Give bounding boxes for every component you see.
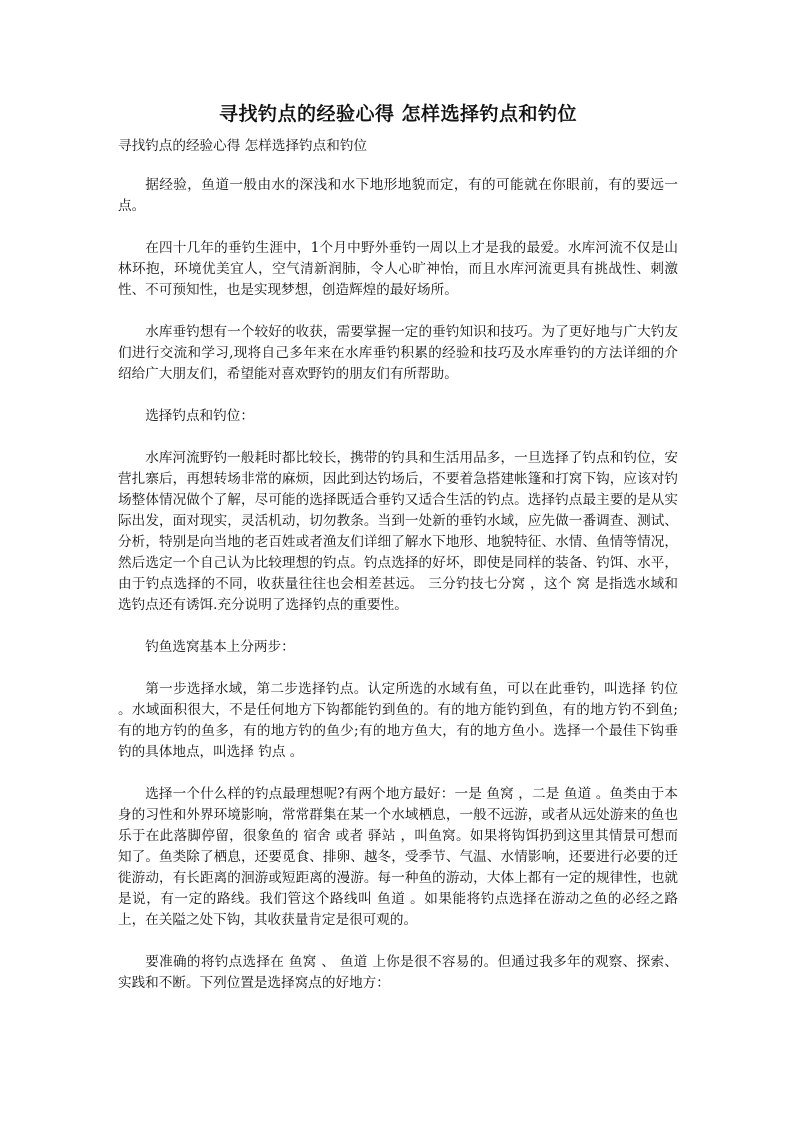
section-heading-two-steps: 钓鱼选窝基本上分两步： — [145, 639, 295, 655]
paragraph-two-steps: 第一步选择水域，第二步选择钓点。认定所选的水域有鱼，可以在此垂钓，叫选择 钓位 。水域面积很大，不是任何地方下钩都能钓到鱼的。有的地方能钓到鱼，有的地方钓不到鱼;有的地方钓的鱼多，有的地方钓的鱼少;有的地方鱼大，有的地方鱼小。选择一个最佳下钩垂钓的具体地点，叫选择 钓点 。 — [118, 681, 678, 760]
section-heading-choose-spot: 选择钓点和钓位： — [145, 408, 254, 424]
paragraph-ideal-spot: 选择一个什么样的钓点最理想呢?有两个地方最好：一是 鱼窝 ，二是 鱼道 。鱼类由于本身的习性和外界环境影响，常常群集在某一个水域栖息，一般不远游，或者从远处游来的鱼也乐于在此落脚停留，很象鱼的 宿舍 或者 驿站 ，叫鱼窝。如果将钩饵扔到这里其情景可想而知了。鱼类除了栖息，还要觅食、排卵、越冬，受季节、气温、水情影响，还要进行必要的迁徙游动，有长距离的洄游或短距离的漫游。每一种鱼的游动，大体上都有一定的规律性，也就是说，有一定的路线。我们管这个路线叫 鱼道 。如果能将钓点选择在游动之鱼的必经之路上，在关隘之处下钩，其收获量肯定是很可观的。 — [118, 786, 678, 928]
document-page — [118, 100, 678, 1015]
paragraph-experience: 在四十几年的垂钓生涯中，1个月中野外垂钓一周以上才是我的最爱。水库河流不仅是山林环抱，环境优美宜人，空气清新润肺，令人心旷神怡，而且水库河流更具有挑战性、刺激性、不可预知性，也是实现梦想，创造辉煌的最好场所。 — [118, 240, 678, 298]
paragraph-good-locations: 要准确的将钓点选择在 鱼窝 、 鱼道 上你是很不容易的。但通过我多年的观察、探索、实践和不断。下列位置是选择窝点的好地方： — [118, 954, 678, 991]
paragraph-purpose: 水库垂钓想有一个较好的收获，需要掌握一定的垂钓知识和技巧。为了更好地与广大钓友们进行交流和学习,现将自己多年来在水库垂钓积累的经验和技巧及水库垂钓的方法详细的介绍给广大朋友们，希望能对喜欢野钓的朋友们有所帮助。 — [118, 324, 678, 382]
document-title: 寻找钓点的经验心得 怎样选择钓点和钓位 — [218, 103, 578, 125]
paragraph-choose-spot: 水库河流野钓一般耗时都比较长，携带的钓具和生活用品多，一旦选择了钓点和钓位，安营扎寨后，再想转场非常的麻烦，因此到达钓场后，不要着急搭建帐篷和打窝下钩，应该对钓场整体情况做个了解，尽可能的选择既适合垂钓又适合生活的钓点。选择钓点最主要的是从实际出发，面对现实，灵活机动，切勿教条。当到一处新的垂钓水域，应先做一番调查、测试、分析，特别是向当地的老百姓或者渔友们详细了解水下地形、地貌特征、水情、鱼情等情况，然后选定一个自己认为比较理想的钓点。钓点选择的好坏，即使是同样的装备、钓饵、水平，由于钓点选择的不同，收获量往往也会相差甚远。 三分钓技七分窝 ，这个 窝 是指选水域和选钓点还有诱饵.充分说明了选择钓点的重要性。 — [118, 450, 679, 613]
document-subtitle: 寻找钓点的经验心得 怎样选择钓点和钓位 — [118, 138, 368, 154]
paragraph-intro: 据经验，鱼道一般由水的深浅和水下地形地貌而定，有的可能就在你眼前，有的要远一点。 — [118, 177, 678, 214]
